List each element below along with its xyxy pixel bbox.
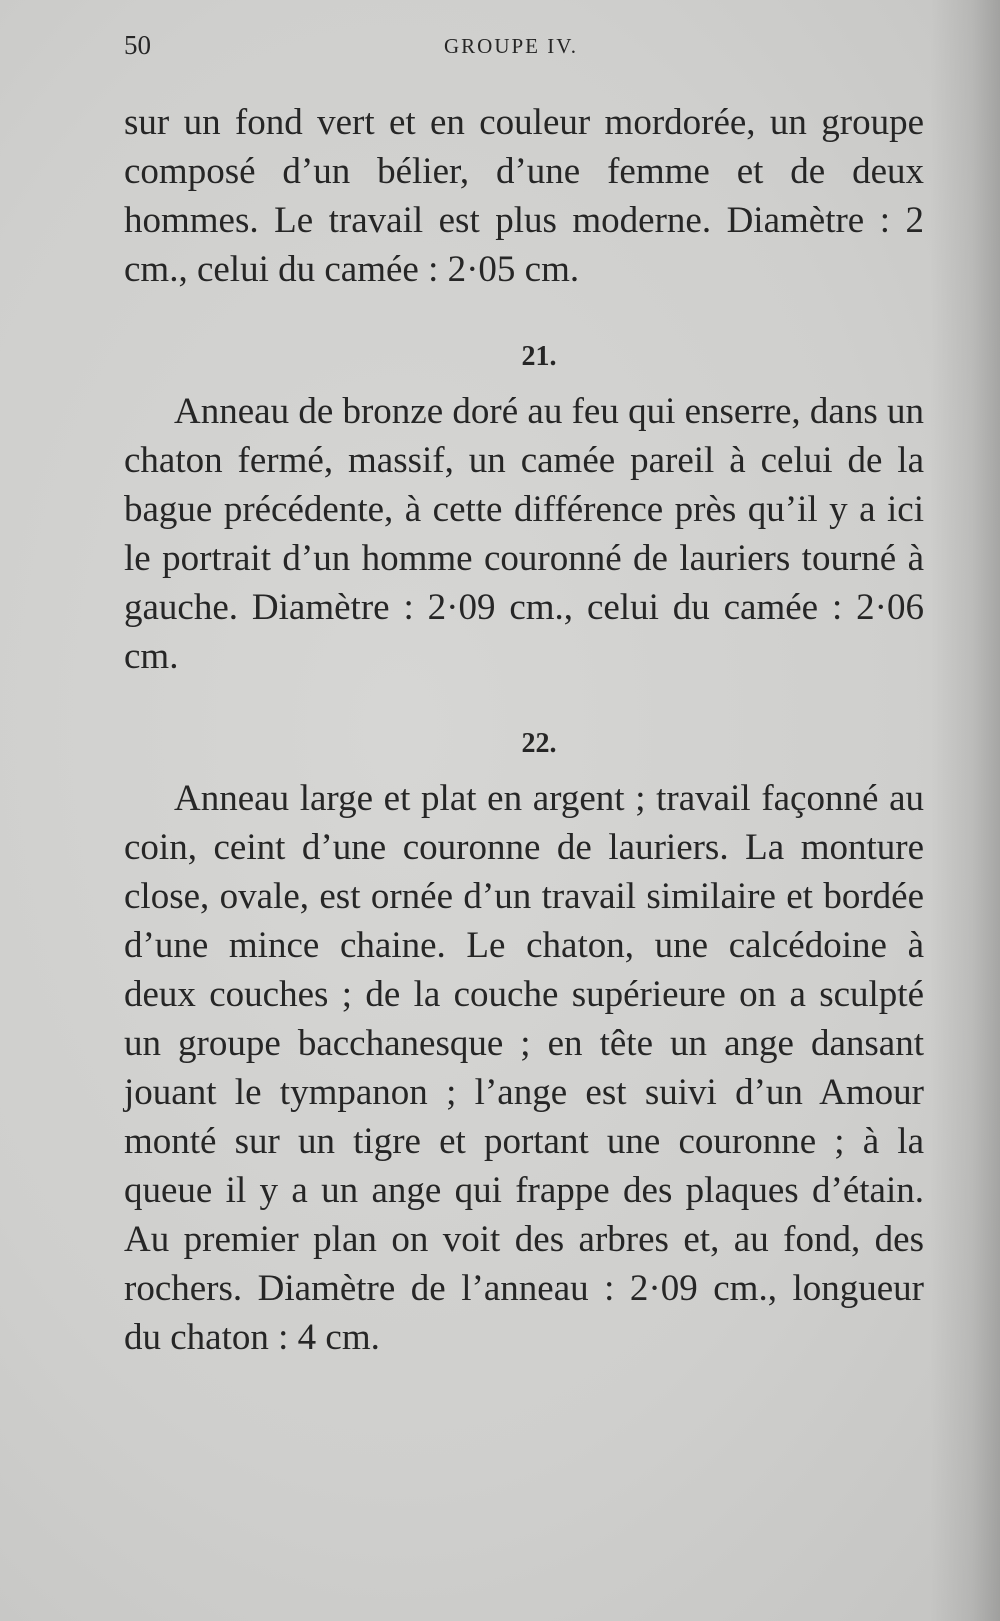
running-head: GROUPE IV. [444, 34, 578, 58]
page-header [124, 30, 914, 70]
page-body [124, 98, 924, 1362]
entry-number-22: 22. [521, 728, 557, 759]
entry-text-21: Anneau de bronze doré au feu qui enserre, dans un chaton fermé, massif, un camée pareil à celui de la bague précédente, à cette différence près qu’il y a ici le portrait d’un homme couronné de lauriers tourné à gauche. Diamètre : 2·09 cm., celui du camée : 2·06 cm. [124, 391, 924, 677]
entry-number-21: 21. [521, 341, 557, 372]
page-gutter-shadow [930, 0, 1000, 1621]
entry-text-22: Anneau large et plat en argent ; travail façonné au coin, ceint d’une couronne de lauriers. La monture close, ovale, est ornée d’un travail similaire et bordée d’une mince chaine. Le chaton, une calcédoine à deux couches ; de la couche supérieure on a sculpté un groupe bacchanesque ; en tête un ange dansant jouant le tympanon ; l’ange est suivi d’un Amour monté sur un tigre et portant une couronne ; à la queue il y a un ange qui frappe des plaques d’étain. Au premier plan on voit des arbres et, au fond, des rochers. Diamètre de l’anneau : 2·09 cm., longueur du chaton : 4 cm. [124, 778, 924, 1358]
page-number: 50 [124, 30, 151, 60]
continuation-paragraph: sur un fond vert et en couleur mordorée, un groupe composé d’un bélier, d’une femme et de deux hommes. Le travail est plus moderne. Diamètre : 2 cm., celui du camée : 2·05 cm. [124, 102, 924, 290]
